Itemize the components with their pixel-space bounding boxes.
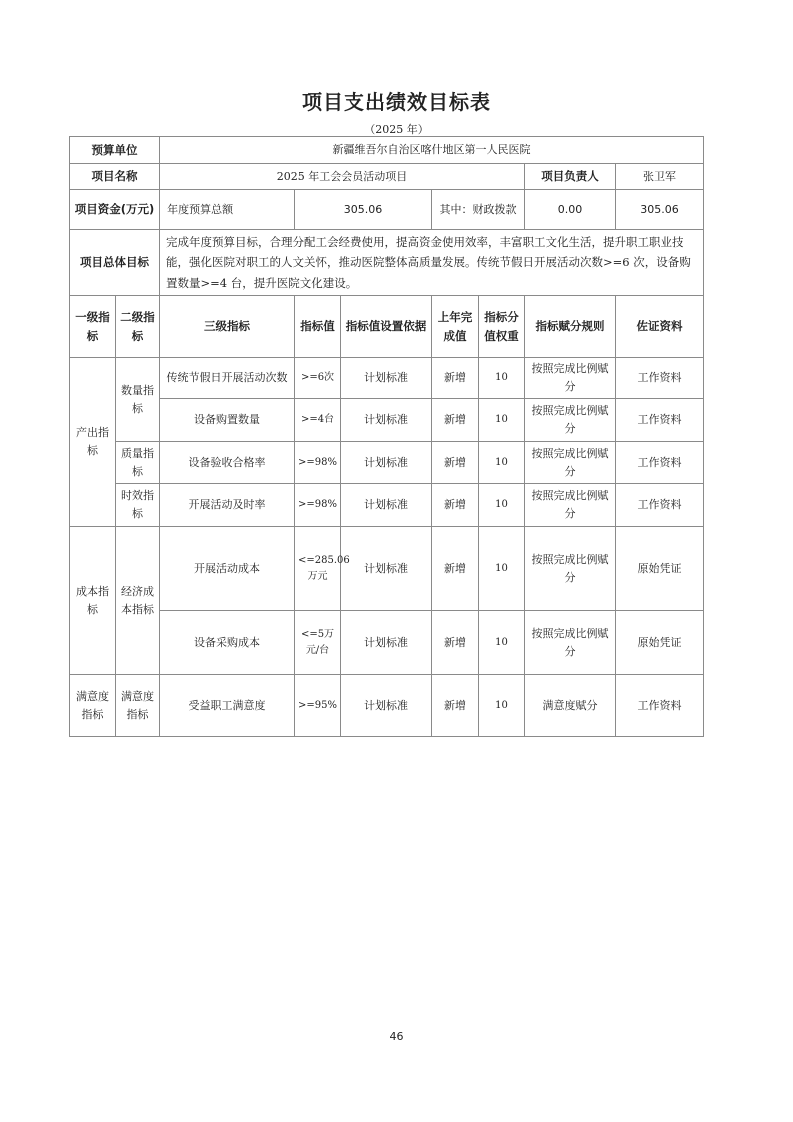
header-level2: 二级指标: [116, 296, 160, 358]
indicator-last: 新增: [432, 399, 479, 442]
indicator-name: 受益职工满意度: [160, 675, 295, 737]
indicator-evidence: 工作资料: [616, 358, 704, 399]
indicator-weight: 10: [479, 527, 525, 611]
indicator-basis: 计划标准: [341, 358, 432, 399]
indicator-basis: 计划标准: [341, 527, 432, 611]
indicator-name: 开展活动成本: [160, 527, 295, 611]
group-economic-cost: 经济成本指标: [116, 527, 160, 675]
indicator-value: >=98%: [295, 484, 341, 527]
page-number: 46: [389, 1030, 404, 1043]
indicator-last: 新增: [432, 358, 479, 399]
budget-unit-row: [70, 137, 704, 164]
fiscal-value: 0.00: [525, 190, 616, 230]
header-row: [70, 296, 704, 358]
project-name-label: 项目名称: [70, 164, 160, 190]
indicator-name: 设备采购成本: [160, 611, 295, 675]
indicator-value: <=285.06万元: [295, 527, 341, 611]
indicator-last: 新增: [432, 484, 479, 527]
indicator-evidence: 原始凭证: [616, 527, 704, 611]
indicator-rule: 按照完成比例赋分: [525, 527, 616, 611]
indicator-last: 新增: [432, 527, 479, 611]
table-row: [70, 611, 704, 675]
indicator-name: 传统节假日开展活动次数: [160, 358, 295, 399]
table-row: [70, 399, 704, 442]
annual-budget-label: 年度预算总额: [160, 190, 295, 230]
indicator-rule: 按照完成比例赋分: [525, 611, 616, 675]
header-evidence: 佐证资料: [616, 296, 704, 358]
indicator-evidence: 工作资料: [616, 675, 704, 737]
indicator-value: <=5万元/台: [295, 611, 341, 675]
page-title: 项目支出绩效目标表: [302, 90, 491, 114]
header-level3: 三级指标: [160, 296, 295, 358]
group-quality: 质量指标: [116, 442, 160, 484]
indicator-value: >=6次: [295, 358, 341, 399]
indicator-weight: 10: [479, 442, 525, 484]
leader-value: 张卫军: [616, 164, 704, 190]
group-cost: 成本指标: [70, 527, 116, 675]
indicator-basis: 计划标准: [341, 399, 432, 442]
indicator-name: 开展活动及时率: [160, 484, 295, 527]
indicator-basis: 计划标准: [341, 611, 432, 675]
header-value: 指标值: [295, 296, 341, 358]
indicator-evidence: 工作资料: [616, 399, 704, 442]
indicator-evidence: 原始凭证: [616, 611, 704, 675]
year-label: （2025 年）: [364, 123, 429, 136]
fiscal-label: 其中：财政拨款: [432, 190, 525, 230]
group-quantity: 数量指标: [116, 358, 160, 442]
indicator-value: >=4台: [295, 399, 341, 442]
leader-label: 项目负责人: [525, 164, 616, 190]
goal-row: [70, 230, 704, 296]
header-weight: 指标分值权重: [479, 296, 525, 358]
indicator-rule: 满意度赋分: [525, 675, 616, 737]
header-rule: 指标赋分规则: [525, 296, 616, 358]
project-name-row: [70, 164, 704, 190]
other-funds-value: 305.06: [640, 202, 679, 216]
indicator-value: >=95%: [295, 675, 341, 737]
indicator-value: >=98%: [295, 442, 341, 484]
indicator-weight: 10: [479, 675, 525, 737]
indicator-weight: 10: [479, 611, 525, 675]
indicator-weight: 10: [479, 484, 525, 527]
goal-label: 项目总体目标: [70, 230, 160, 296]
indicator-evidence: 工作资料: [616, 442, 704, 484]
indicator-rule: 按照完成比例赋分: [525, 484, 616, 527]
header-last-year: 上年完成值: [432, 296, 479, 358]
goal-text: 完成年度预算目标，合理分配工会经费使用，提高资金使用效率，丰富职工文化生活，提升职工职业技能，强化医院对职工的人文关怀，推动医院整体高质量发展。传统节假日开展活动次数>=6 次，设备购置数量>=4 台，提升医院文化建设。: [160, 230, 704, 296]
indicator-name: 设备验收合格率: [160, 442, 295, 484]
group-satisfaction-sub: 满意度指标: [116, 675, 160, 737]
project-name-value: 2025 年工会会员活动项目: [160, 164, 525, 190]
indicator-last: 新增: [432, 675, 479, 737]
indicator-weight: 10: [479, 399, 525, 442]
other-funds-cell: [616, 190, 704, 230]
group-output: 产出指标: [70, 358, 116, 527]
indicator-basis: 计划标准: [341, 675, 432, 737]
group-timeliness: 时效指标: [116, 484, 160, 527]
table-row: [70, 484, 704, 527]
annual-budget-value: 305.06: [295, 190, 432, 230]
indicator-last: 新增: [432, 611, 479, 675]
indicator-last: 新增: [432, 442, 479, 484]
performance-table: [69, 136, 704, 737]
indicator-basis: 计划标准: [341, 484, 432, 527]
budget-unit-label: 预算单位: [70, 137, 160, 164]
table-row: [70, 675, 704, 737]
indicator-rule: 按照完成比例赋分: [525, 442, 616, 484]
header-level1: 一级指标: [70, 296, 116, 358]
table-row: [70, 358, 704, 399]
indicator-name: 设备购置数量: [160, 399, 295, 442]
indicator-rule: 按照完成比例赋分: [525, 399, 616, 442]
table-row: [70, 442, 704, 484]
table-row: [70, 527, 704, 611]
header-basis: 指标值设置依据: [341, 296, 432, 358]
budget-unit-value: 新疆维吾尔自治区喀什地区第一人民医院: [160, 137, 704, 164]
funds-label: 项目资金(万元): [70, 190, 160, 230]
indicator-weight: 10: [479, 358, 525, 399]
indicator-basis: 计划标准: [341, 442, 432, 484]
group-satisfaction: 满意度指标: [70, 675, 116, 737]
funds-row: [70, 190, 704, 230]
indicator-rule: 按照完成比例赋分: [525, 358, 616, 399]
indicator-evidence: 工作资料: [616, 484, 704, 527]
